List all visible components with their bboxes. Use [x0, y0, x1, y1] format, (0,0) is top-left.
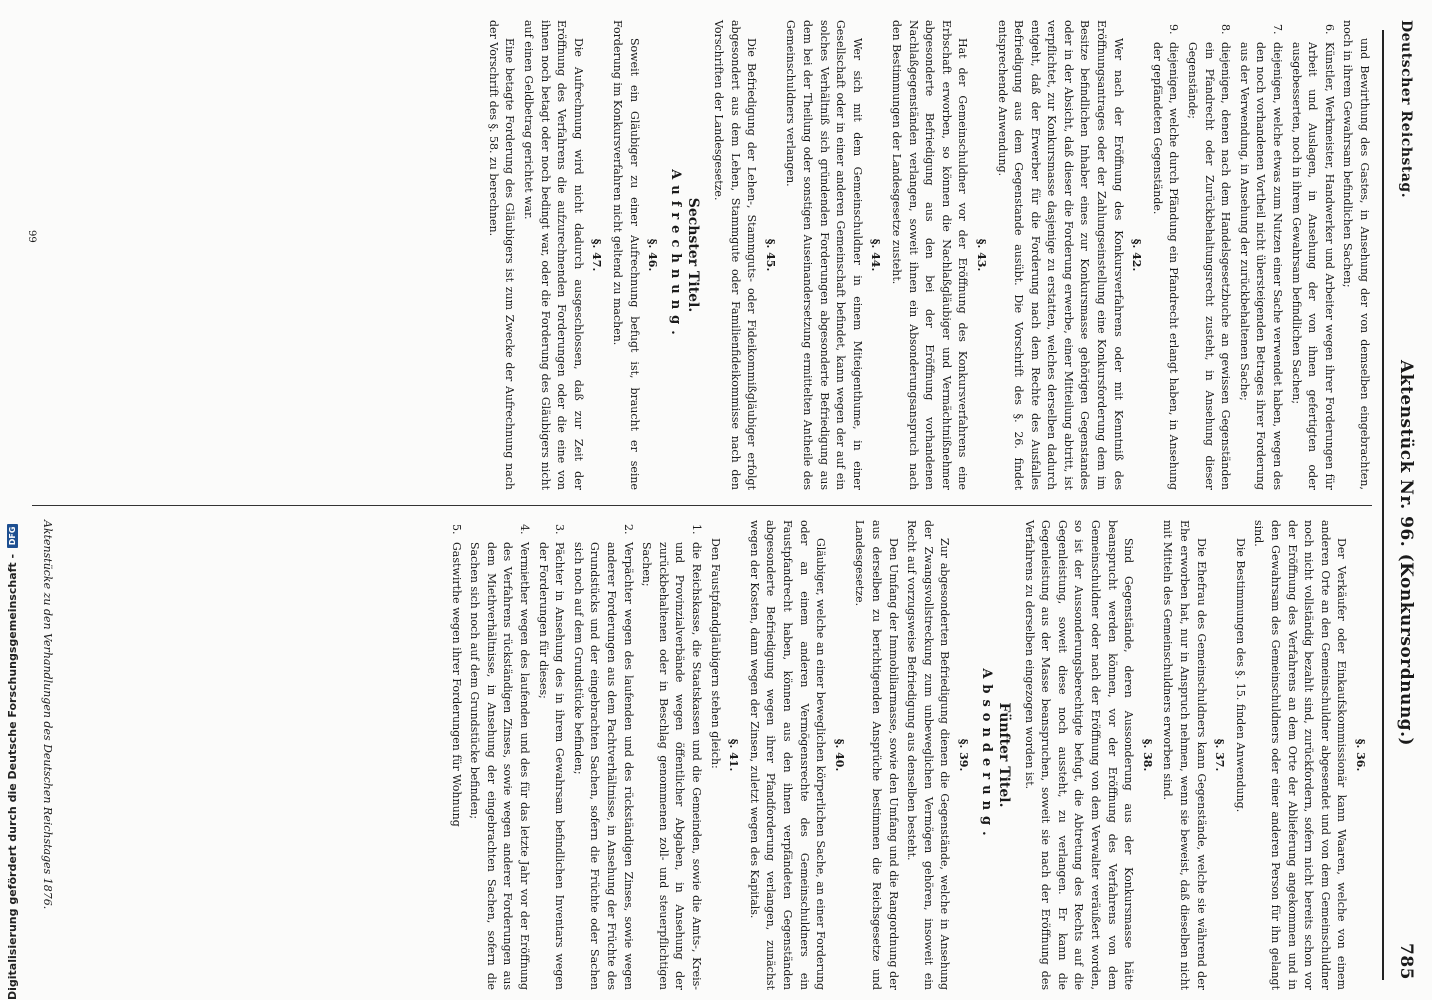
list-item-text: die Reichskasse, die Staatskassen und die Gemeinden, sowie die Amts-, Kreis- und Provinzialverbände wegen öffentlicher Abgaben, in Ansehung der zurückbehaltenen oder in Beschlag genommenen zoll- und steuerpflichtigen Sachen;: [640, 542, 704, 990]
list-item: [534, 520, 567, 990]
list-item-text: diejenigen, denen nach dem Handelsgesetzbuche an gewissen Gegenständen ein Pfandrecht oder Zurückbehaltungsrecht zusteht, in Ansehung dieser Gegenstände;: [1186, 42, 1233, 490]
paragraph: Die Aufrechnung wird nicht dadurch ausgeschlossen, daß zur Zeit der Eröffnung des Verfahrens die aufzurechnenden Forderungen oder die eine von ihnen noch betagt oder noch bedingt war, oder die Forderung des Gläubigers nicht auf einen Geldbetrag gerichtet war.: [522, 20, 585, 490]
title-heading: Fünfter Titel.: [996, 702, 1013, 808]
list-item-number: 6.: [1322, 24, 1336, 35]
section-heading: §. 46.: [646, 238, 660, 272]
paragraph: Hat der Gemeinschuldner vor der Eröffnung des Konkursverfahrens eine Erbschaft erworben, so können die Nachlaßgläubiger und Vermächtnißnehmer abgesonderte Befriedigung aus den bei der Eröffnung vorhandenen Nachlaßgegenständen verlangen, soweit ihnen ein Absonderungsanspruch nach den Bestimmungen der Landesgesetze zusteht.: [889, 20, 970, 490]
list-item-number: 1.: [690, 524, 704, 535]
left-column: [445, 520, 1372, 990]
section-heading: §. 40.: [832, 738, 846, 772]
list-item-text: Gastwirthe wegen ihrer Forderungen für Wohnung: [449, 542, 463, 827]
list-item-text: Vermiether wegen des laufenden und des für das letzte Jahr vor der Eröffnung des Verfahrens rückständigen Zinses, sowie wegen anderer Forderungen aus dem Miethverhältnisse, in Ansehung der eingebrachten Sachen, sofern die Sachen sich noch auf dem Grundstücke befinden;: [468, 542, 532, 990]
header-center-suffix: (Konkursordnung.): [1396, 553, 1416, 747]
paragraph: Der Verkäufer oder Einkaufskommissionär kann Waaren, welche von einem anderen Orte an den Gemeinschuldner abgesendet und von dem Gemeinschuldner noch nicht vollständig bezahlt sind, zurückfordern, sofern nicht bereits schon vor der Eröffnung des Verfahrens an dem Orte der Ablieferung angekommen und in den Gewahrsam des Gemeinschuldners oder einer anderen Person für ihn gelangt sind.: [1252, 520, 1349, 990]
list-item-number: 7.: [1271, 24, 1285, 35]
paragraph: Eine betagte Forderung des Gläubigers ist zum Zwecke der Aufrechnung nach der Vorschrift des §. 58. zu berechnen.: [486, 20, 517, 490]
signature-number: 99: [26, 230, 37, 243]
section-heading: §. 42.: [1130, 238, 1144, 272]
list-item-number: 4.: [518, 524, 532, 535]
list-item-text: Verpächter wegen des laufenden und des rückständigen Zinses, sowie wegen anderer Forderungen aus dem Pachtverhältnisse, in Ansehung der Früchte des Grundstücks und der eingebrachten Sachen, sofern die Früchte oder Sachen sich noch auf dem Grundstücke befinden;: [571, 542, 635, 990]
section-heading: §. 47.: [590, 238, 604, 272]
header-page-number: 785: [1396, 943, 1416, 980]
list-item-text: diejenigen, welche durch Pfändung ein Pfandrecht erlangt haben, in Ansehung der gepfändeten Gegenstände.: [1150, 42, 1181, 490]
paragraph: Soweit ein Gläubiger zu einer Aufrechnung befugt ist, braucht er seine Forderung im Konkursverfahren nicht geltend zu machen.: [611, 20, 641, 490]
paragraph: Gläubiger, welche an einer beweglichen körperlichen Sache, an einer Forderung oder an einem anderen Vermögensrechte des Gemeinschuldners ein Faustpfandrecht haben, können aus den ihnen verpfändeten Gegenständen abgesonderte Befriedigung wegen ihrer Pfandforderung verlangen, zunächst wegen der Kosten, dann wegen der Zinsen, zuletzt wegen des Kapitals.: [747, 520, 828, 990]
list-item: [1148, 20, 1181, 490]
list-item-text: Künstler, Werkmeister, Handwerker und Arbeiter wegen ihrer Forderungen für Arbeit und Auslagen, in Ansehung der von ihnen gefertigten oder ausgebesserten, noch in ihrem Gewahrsam befindlichen Sachen;: [1289, 42, 1336, 490]
list-item: [1235, 20, 1285, 490]
list-item-text: Pächter in Ansehung des in ihrem Gewahrsam befindlichen Inventars wegen der Forderungen für dieses;: [536, 542, 567, 990]
paragraph: Zur abgesonderten Befriedigung dienen die Gegenstände, welche in Ansehung der Zwangsvollstreckung zum unbeweglichen Vermögen gehören, insoweit ein Recht auf vorzugsweise Befriedigung aus denselben besteht.: [905, 520, 952, 990]
list-item-number: 2.: [621, 524, 635, 535]
paragraph: und Bewirthung des Gastes, in Ansehung der von demselben eingebrachten, noch in ihrem Gewahrsam befindlichen Sachen;: [1341, 20, 1371, 490]
footnote: Aktenstücke zu den Verhandlungen des Deutschen Reichstages 1876.: [41, 520, 54, 910]
paragraph: Wer nach der Eröffnung des Konkursverfahrens oder mit Kenntniß des Eröffnungsantrages oder der Zahlungseinstellung eine Konkursforderung dem im Besitze befindlichen Inhaber eines zur Konkursmasse gehörigen Gegenstandes oder in der Absicht, daß dieser die Forderung erwerbe, einer Mitteilung abtritt, ist verpflichtet, zur Konkursmasse dasjenige zu erstatten, welches derselben dadurch entgeht, daß der Erwerber für die Forderung nach dem Rechte des Ausfalles Befriedigung aus dem Gegenstande ausübt. Die Vorschrift des §. 26. findet entsprechende Anwendung.: [995, 20, 1125, 490]
paragraph: Die Befriedigung der Lehen-, Stammguts- oder Fideikommißgläubiger erfolgt abgesondert aus dem Lehen, Stammgute oder Familienfideikommisse nach den Vorschriften der Landesgesetze.: [712, 20, 759, 490]
paragraph: Den Umfang der Immobiliarmasse, sowie den Umfang und die Rangordnung der aus derselben zu berichtigenden Ansprüche bestimmen die Reichsgesetze und Landesgesetze.: [853, 520, 900, 990]
section-heading: §. 37.: [1213, 738, 1227, 772]
subtitle-heading: Absonderung.: [978, 668, 994, 842]
section-heading: §. 39.: [956, 738, 970, 772]
paragraph: Die Bestimmungen des §. 15. finden Anwendung.: [1233, 538, 1247, 813]
header-rule: [1382, 30, 1384, 980]
list-item: [569, 520, 635, 990]
header-left: Deutscher Reichstag.: [1398, 20, 1414, 199]
list-item-number: 3.: [553, 524, 567, 535]
section-heading: §. 43.: [974, 238, 988, 272]
paragraph: Wer sich mit dem Gemeinschuldner in einem Miteigenthume, in einer Gesellschaft oder in einer anderen Gemeinschaft befindet, kann wegen der auf ein solches Verhältniß sich gründenden Forderungen abgesonderte Befriedigung aus dem bei der Theilung oder sonstigen Auseinandersetzung ermittelten Antheile des Gemeinschuldners verlangen.: [784, 20, 864, 490]
column-divider: [32, 505, 1372, 506]
list-item-number: 8.: [1219, 24, 1233, 35]
list-item-number: 5.: [449, 524, 463, 535]
list-item: [1183, 20, 1233, 490]
paragraph: Den Faustpfandgläubigern stehen gleich:: [708, 538, 722, 769]
section-heading: §. 44.: [869, 238, 883, 272]
page-header: [1382, 20, 1422, 980]
right-column: [482, 20, 1372, 490]
digitization-credit: [2, 0, 22, 1000]
header-center-title: Aktenstück Nr. 96.: [1396, 360, 1416, 548]
dfg-logo-icon: DFG: [7, 524, 18, 548]
paragraph: Sind Gegenstände, deren Aussonderung aus der Konkursmasse hätte beansprucht werden können, vor der Eröffnung des Verfahrens von dem Gemeinschuldner oder nach der Eröffnung von dem Verwalter veräußert worden, so ist der Aussonderungsberechtigte befugt, die Abtretung des Rechts auf die Gegenleistung, soweit diese noch aussteht, zu verlangen. Er kann die Gegenleistung aus der Masse beanspruchen, soweit sie nach der Eröffnung des Verfahrens zu derselben eingezogen worden ist.: [1022, 520, 1136, 990]
title-heading: Sechster Titel.: [685, 197, 702, 313]
section-heading: §. 45.: [763, 238, 777, 272]
paragraph: Die Ehefrau des Gemeinschuldners kann Gegenstände, welche sie während der Ehe erworben hat, nur in Anspruch nehmen, wenn sie beweist, daß dieselben nicht mit Mitteln des Gemeinschuldners erworben sind.: [1161, 520, 1208, 990]
section-heading: §. 36.: [1354, 738, 1367, 772]
list-item-text: diejenigen, welche etwas zum Nutzen einer Sache verwendet haben, wegen des den noch vorhandenen Vortheil nicht übersteigenden Betrages ihrer Forderung aus der Verwendung, in Ansehung der zurückbehaltenen Sache;: [1237, 42, 1285, 490]
list-item-number: 9.: [1167, 24, 1181, 35]
header-center: [1396, 360, 1416, 746]
subtitle-heading: Aufrechnung.: [667, 169, 683, 341]
list-item: [1287, 20, 1337, 490]
list-item: [447, 520, 464, 990]
section-heading: §. 41.: [727, 738, 741, 772]
credit-text: Digitalisierung gefördert durch die Deutsche Forschungsgemeinschaft -: [5, 553, 19, 1000]
list-item: [638, 520, 704, 990]
list-item: [466, 520, 532, 990]
section-heading: §. 38.: [1140, 738, 1154, 772]
